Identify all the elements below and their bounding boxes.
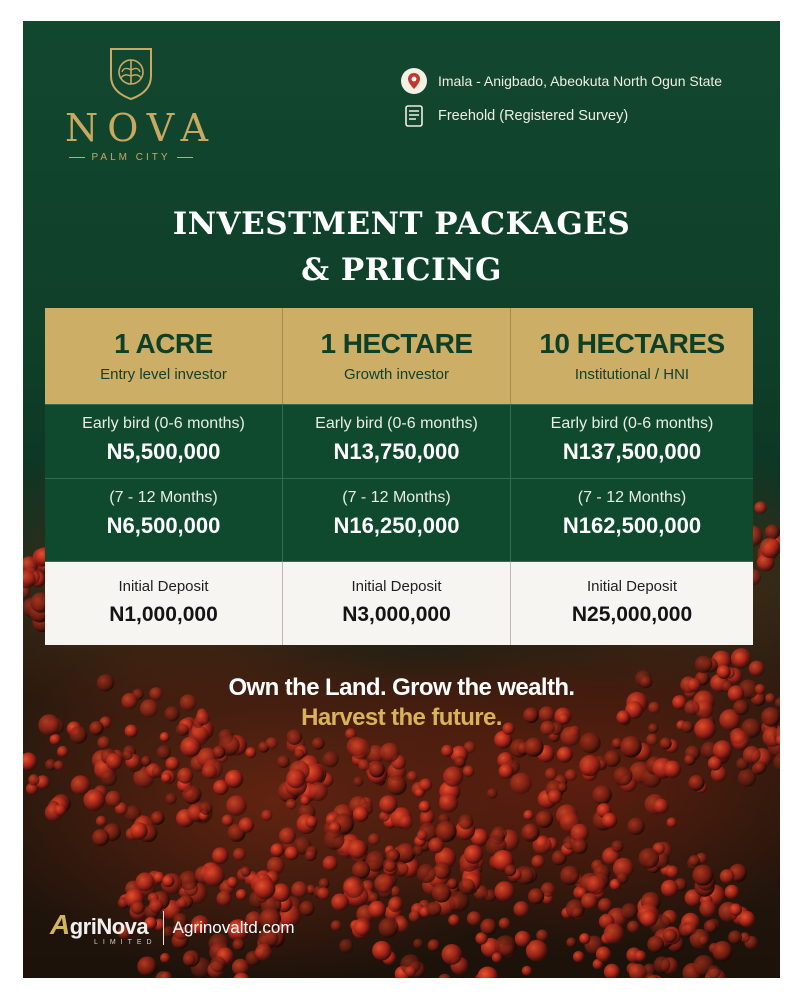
early-bird-price: N13,750,000 <box>333 439 460 464</box>
deposit-label: Initial Deposit <box>118 578 209 595</box>
footer-brand <box>50 909 295 946</box>
early-bird-price: N5,500,000 <box>106 439 221 464</box>
company-name-rest: griNova <box>69 914 149 939</box>
late-price: N6,500,000 <box>106 513 221 538</box>
package-name: 1 ACRE <box>114 328 213 359</box>
title-line-1: INVESTMENT PACKAGES <box>172 206 631 242</box>
deposit-cell <box>511 561 753 645</box>
package-name: 10 HECTARES <box>539 328 725 359</box>
pricing-table <box>45 308 753 645</box>
website-link[interactable]: Agrinovaltd.com <box>172 917 295 937</box>
late-price-row <box>45 478 753 561</box>
late-price-label: (7 - 12 Months) <box>342 489 451 506</box>
nova-logo <box>56 46 218 163</box>
deposit-amount: N25,000,000 <box>571 603 693 626</box>
tenure-line <box>401 105 628 127</box>
deposit-amount: N3,000,000 <box>342 603 451 626</box>
tagline-line-2: Harvest the future. <box>301 704 502 731</box>
package-audience: Institutional / HNI <box>574 366 690 383</box>
poster <box>23 21 780 978</box>
tagline-line-1: Own the Land. Grow the wealth. <box>228 674 575 701</box>
divider-line <box>177 157 193 158</box>
early-bird-cell <box>45 404 283 478</box>
document-icon <box>405 105 423 127</box>
company-subtitle: LIMITED <box>94 939 157 946</box>
company-name <box>50 909 157 941</box>
late-price-label: (7 - 12 Months) <box>577 489 687 506</box>
deposit-row <box>45 561 753 645</box>
package-header-1-acre <box>45 308 283 404</box>
early-bird-row <box>45 404 753 478</box>
tagline <box>23 673 780 733</box>
deposit-label: Initial Deposit <box>586 578 678 595</box>
deposit-label: Initial Deposit <box>351 578 442 595</box>
early-bird-label: Early bird (0-6 months) <box>82 415 245 432</box>
location-text: Imala - Anigbado, Abeokuta North Ogun State <box>438 73 723 89</box>
package-header-10-hectares <box>511 308 753 404</box>
early-bird-label: Early bird (0-6 months) <box>315 415 478 432</box>
late-price-cell <box>45 478 283 561</box>
late-price-cell <box>283 478 511 561</box>
late-price-label: (7 - 12 Months) <box>109 489 218 506</box>
logo-name: NOVA <box>65 106 218 150</box>
page-title <box>23 201 780 293</box>
title-line-2: & PRICING <box>301 252 502 288</box>
tenure-text: Freehold (Registered Survey) <box>438 108 629 124</box>
late-price-cell <box>511 478 753 561</box>
divider-line <box>69 157 85 158</box>
footer-divider <box>163 911 164 945</box>
early-bird-price: N137,500,000 <box>562 439 702 464</box>
package-audience: Growth investor <box>343 366 450 383</box>
palm-leaf-shield-icon <box>106 46 156 102</box>
deposit-cell <box>45 561 283 645</box>
package-audience: Entry level investor <box>100 366 227 383</box>
package-header-row <box>45 308 753 404</box>
late-price: N162,500,000 <box>562 513 702 538</box>
logo-subtitle: PALM CITY <box>91 152 171 163</box>
early-bird-cell <box>511 404 753 478</box>
early-bird-cell <box>283 404 511 478</box>
package-name: 1 HECTARE <box>320 328 473 359</box>
location-line <box>401 68 722 94</box>
logo-subtitle-row <box>56 152 206 163</box>
agrinova-logo <box>50 909 157 946</box>
deposit-amount: N1,000,000 <box>109 603 218 626</box>
deposit-cell <box>283 561 511 645</box>
location-pin-icon <box>401 68 427 94</box>
early-bird-label: Early bird (0-6 months) <box>550 415 714 432</box>
package-header-1-hectare <box>283 308 511 404</box>
late-price: N16,250,000 <box>333 513 460 538</box>
company-initial: A <box>50 909 70 940</box>
